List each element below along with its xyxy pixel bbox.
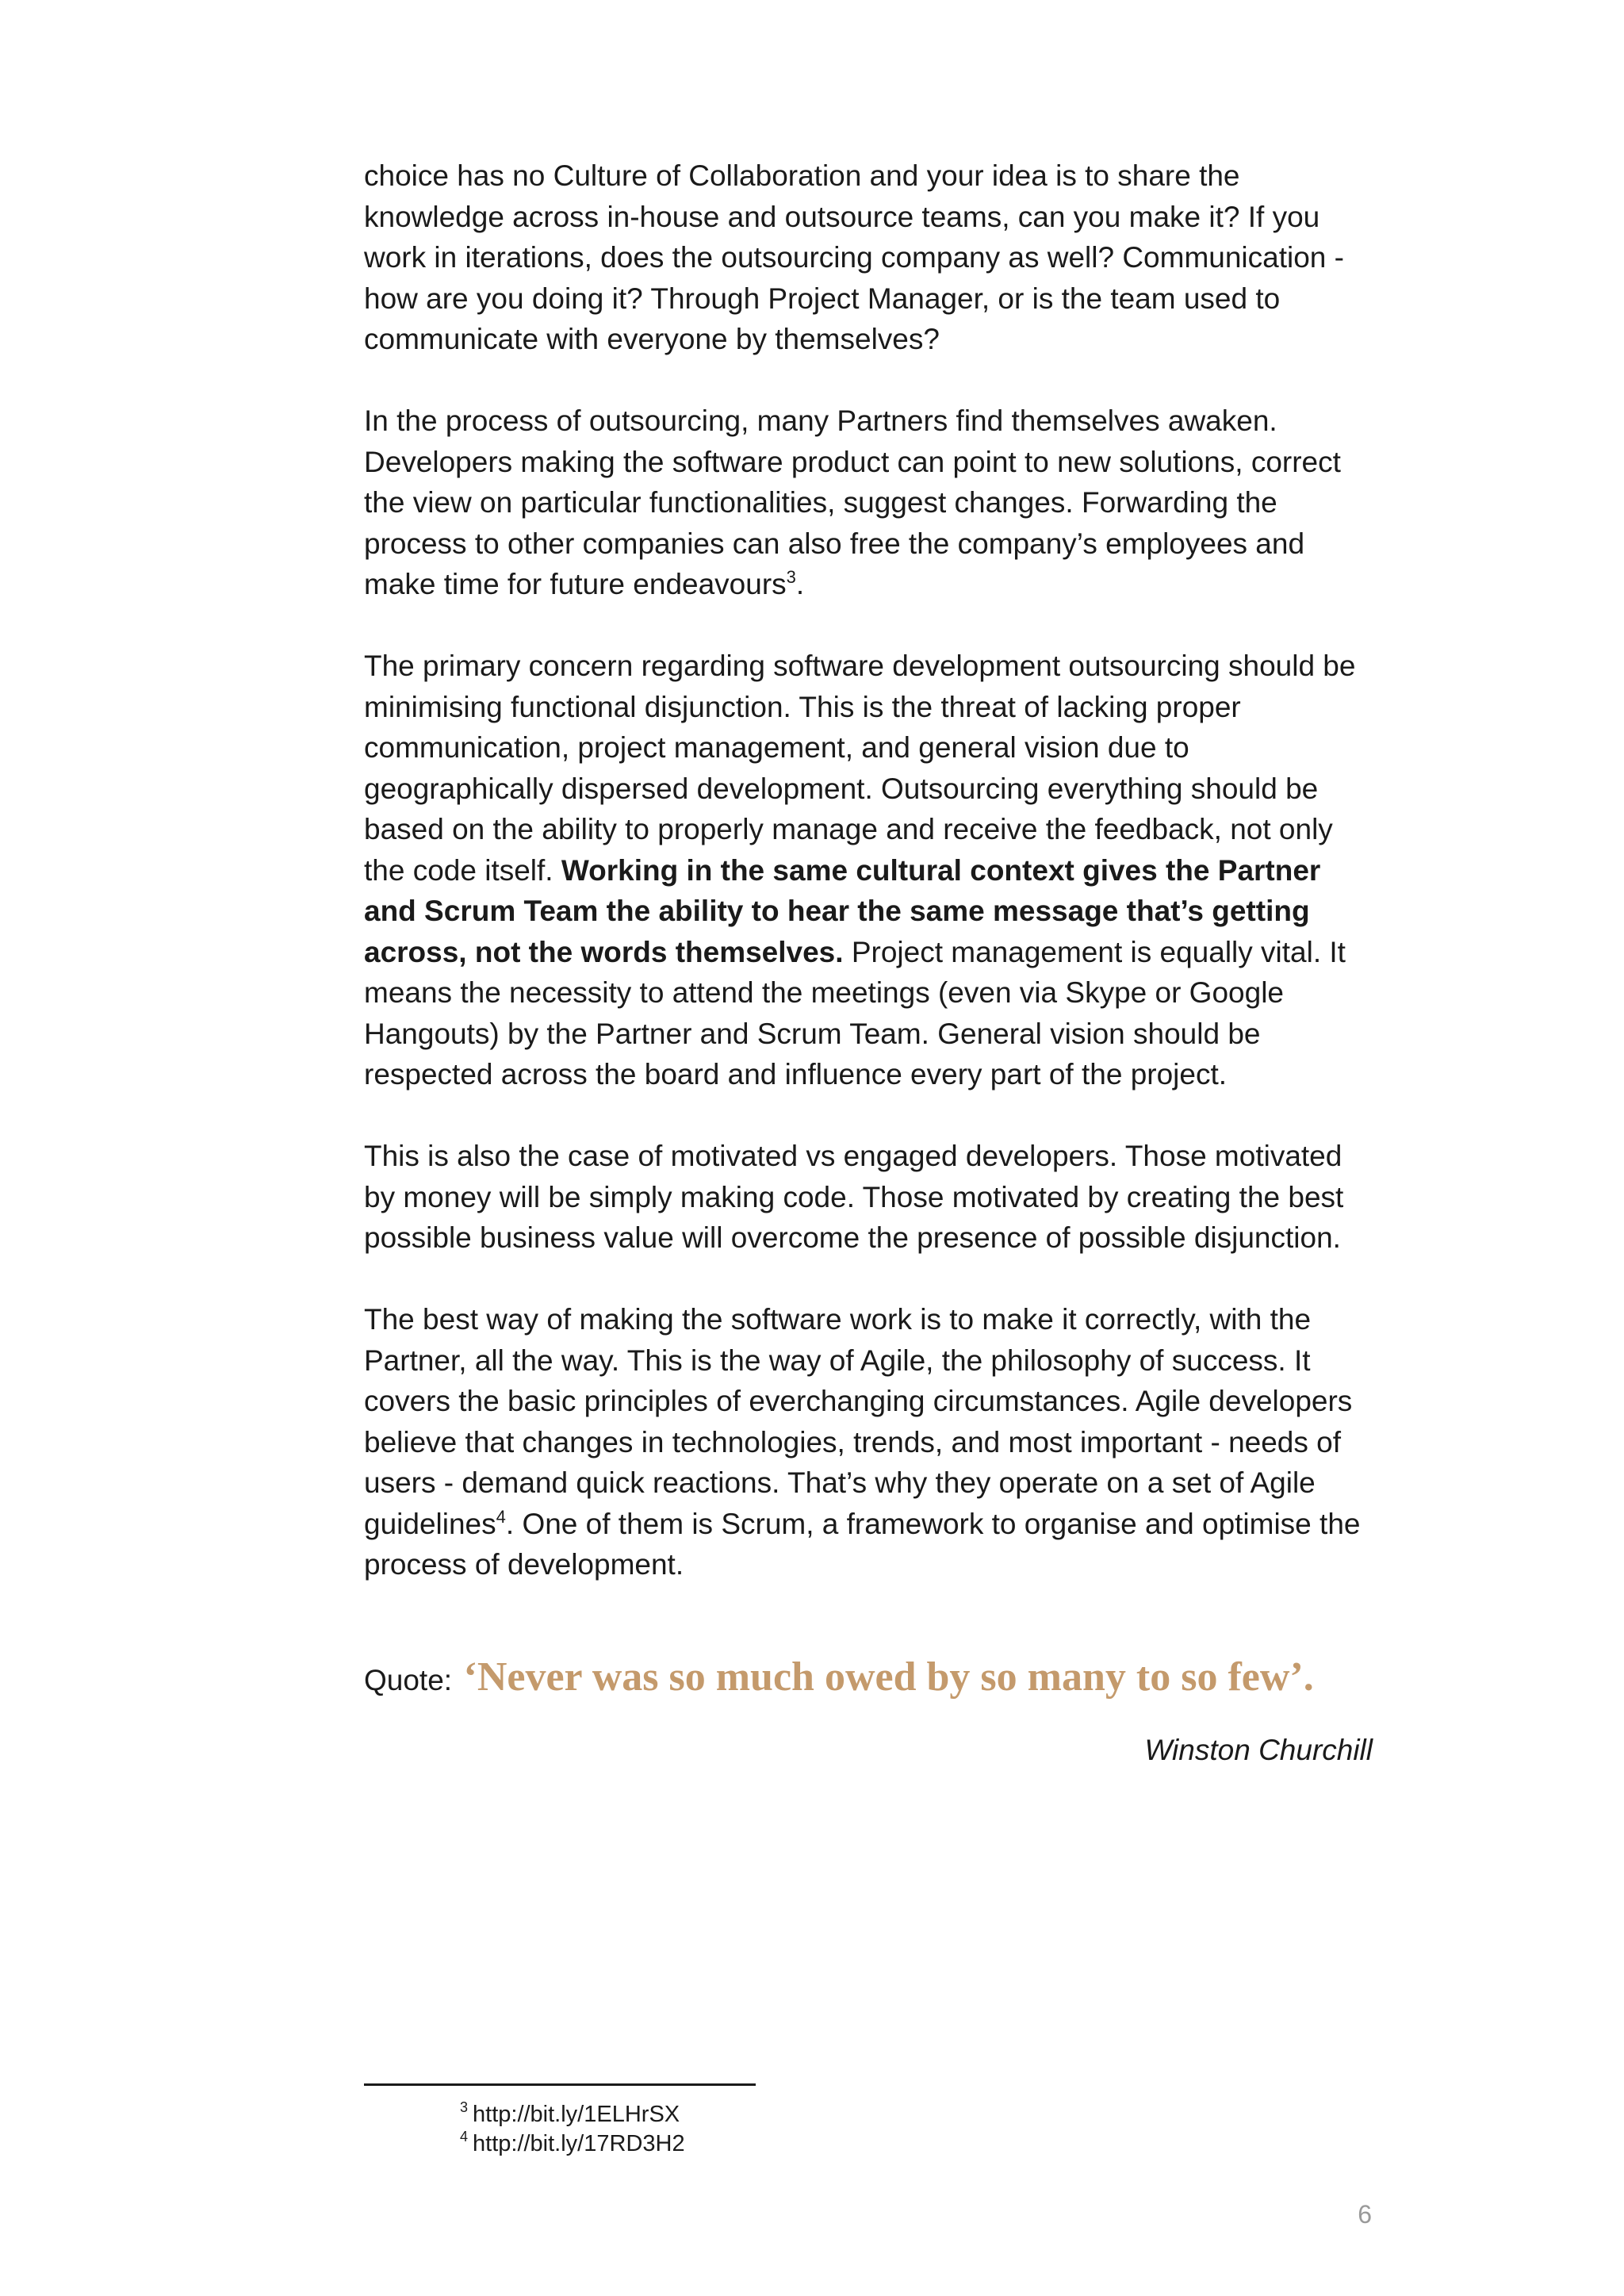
- paragraph-text-end: . One of them is Scrum, a framework to organise and optimise the process of development.: [364, 1507, 1361, 1581]
- paragraph-primary-concern: [364, 646, 1381, 1095]
- footnote-marker: 3: [460, 2099, 469, 2115]
- footnote-item: [460, 2100, 685, 2129]
- footnote-item: [460, 2129, 685, 2159]
- quote-text: ‘Never was so much owed by so many to so few’.: [463, 1654, 1314, 1700]
- footnote-divider: [364, 2083, 756, 2086]
- paragraph-text: This is also the case of motivated vs engaged developers. Those motivated by money will be simply making code. Those motivated by creating the best possible business value will overcome the presence of possible disjunction.: [364, 1140, 1344, 1254]
- paragraph-motivated-developers: [364, 1136, 1381, 1259]
- footnotes: [460, 2100, 685, 2159]
- quote: [364, 1654, 1381, 1700]
- paragraph-text-end: Project management is equally vital. It means the necessity to attend the meetings (even via Skype or Google Hangouts) by the Partner and Scrum Team. General vision should be respected across the board and influence every part of the project.: [364, 935, 1346, 1091]
- body-text: [364, 155, 1381, 1626]
- footnote-link[interactable]: http://bit.ly/17RD3H2: [473, 2131, 685, 2156]
- emphasized-text: Working in the same cultural context gives the Partner and Scrum Team the ability to hear the same message that’s getting across, not the words themselves.: [364, 853, 1321, 968]
- quote-author: Winston Churchill: [1144, 1734, 1373, 1766]
- paragraph-text: The primary concern regarding software development outsourcing should be minimising functional disjunction. This is the threat of lacking proper communication, project management, and general vision due to geographically dispersed development. Outsourcing everything should be based on the ability to properly manage and receive the feedback, not only the code itself.: [364, 650, 1356, 887]
- page-number: 6: [1358, 2200, 1372, 2229]
- paragraph-text: In the process of outsourcing, many Partners find themselves awaken. Developers making the software product can point to new solutions, correct the view on particular functionalities, suggest changes. Forwarding the process to other companies can also free the company’s employees and make time for future endeavours: [364, 404, 1341, 600]
- footnote-reference: 3: [786, 567, 796, 587]
- paragraph-partners-awaken: [364, 401, 1381, 605]
- paragraph-text-end: .: [795, 568, 805, 600]
- quote-label: Quote:: [364, 1664, 453, 1696]
- footnote-reference: 4: [496, 1506, 506, 1527]
- paragraph-collaboration: [364, 155, 1381, 360]
- footnote-marker: 4: [460, 2129, 469, 2145]
- paragraph-text: The best way of making the software work is to make it correctly, with the Partner, all the way. This is the way of Agile, the philosophy of success. It covers the basic principles of everchanging circumstances. Agile developers believe that changes in technologies, trends, and most important - needs of users - demand quick reactions. That’s why they operate on a set of Agile guidelines: [364, 1303, 1353, 1540]
- footnote-link[interactable]: http://bit.ly/1ELHrSX: [473, 2102, 680, 2127]
- paragraph-agile: [364, 1299, 1381, 1585]
- paragraph-text: choice has no Culture of Collaboration and your idea is to share the knowledge across in-house and outsource teams, can you make it? If you work in iterations, does the outsourcing company as well? Communication - how are you doing it? Through Project Manager, or is the team used to communicate with everyone by themselves?: [364, 159, 1344, 355]
